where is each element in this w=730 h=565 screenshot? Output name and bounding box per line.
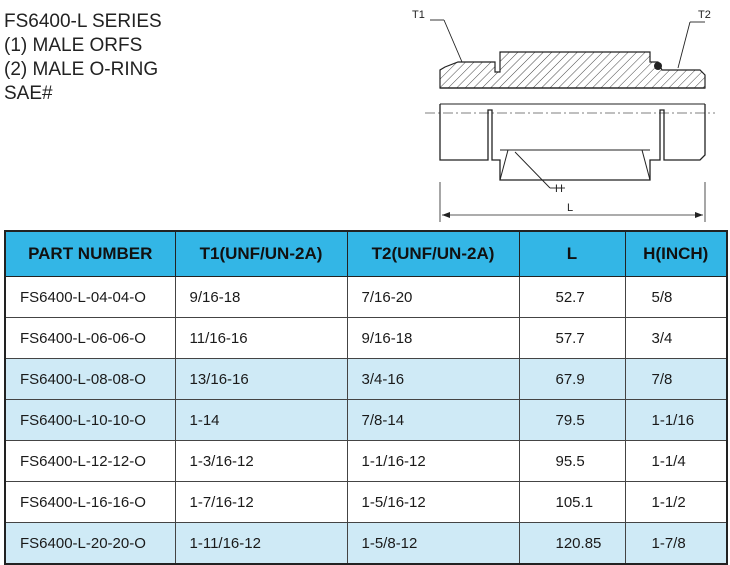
h-label: H — [555, 183, 563, 195]
part-number-cell: FS6400-L-06-06-O — [5, 318, 175, 359]
t2-cell: 1-5/8-12 — [347, 523, 519, 565]
h-cell: 7/8 — [625, 359, 727, 400]
part-number-cell: FS6400-L-04-04-O — [5, 277, 175, 318]
specification-table — [4, 230, 728, 565]
t1-cell: 1-11/16-12 — [175, 523, 347, 565]
h-cell: 3/4 — [625, 318, 727, 359]
l-cell: 95.5 — [519, 441, 625, 482]
t1-cell: 1-14 — [175, 400, 347, 441]
t2-label: T2 — [698, 9, 711, 21]
h-cell: 1-1/4 — [625, 441, 727, 482]
series-title: FS6400-L SERIES — [4, 11, 162, 32]
end-2-description: (2) MALE O-RING — [4, 59, 159, 80]
part-number-cell: FS6400-L-08-08-O — [5, 359, 175, 400]
part-number-cell: FS6400-L-12-12-O — [5, 441, 175, 482]
table-row — [5, 277, 727, 318]
h-cell: 1-1/16 — [625, 400, 727, 441]
sae-label: SAE# — [4, 83, 53, 104]
lower-body-outline — [440, 104, 705, 180]
part-number-cell: FS6400-L-16-16-O — [5, 482, 175, 523]
t2-cell: 1-5/16-12 — [347, 482, 519, 523]
header-h: H(INCH) — [625, 231, 727, 277]
table-row — [5, 359, 727, 400]
t2-cell: 7/8-14 — [347, 400, 519, 441]
h-cell: 1-1/2 — [625, 482, 727, 523]
upper-wall-section — [440, 52, 705, 88]
series-title-block — [4, 10, 162, 106]
table-row — [5, 441, 727, 482]
h-cell: 1-7/8 — [625, 523, 727, 565]
part-number-cell: FS6400-L-20-20-O — [5, 523, 175, 565]
header-t1: T1(UNF/UN-2A) — [175, 231, 347, 277]
l-cell: 120.85 — [519, 523, 625, 565]
fitting-cross-section-drawing — [400, 0, 730, 230]
t2-cell: 1-1/16-12 — [347, 441, 519, 482]
t1-cell: 9/16-18 — [175, 277, 347, 318]
header-l: L — [519, 231, 625, 277]
table-row — [5, 523, 727, 565]
t2-cell: 7/16-20 — [347, 277, 519, 318]
t2-cell: 9/16-18 — [347, 318, 519, 359]
table-row — [5, 318, 727, 359]
l-cell: 67.9 — [519, 359, 625, 400]
header-part-number: PART NUMBER — [5, 231, 175, 277]
l-cell: 52.7 — [519, 277, 625, 318]
t1-cell: 11/16-16 — [175, 318, 347, 359]
h-cell: 5/8 — [625, 277, 727, 318]
t2-cell: 3/4-16 — [347, 359, 519, 400]
table-row — [5, 482, 727, 523]
table-header-row — [5, 231, 727, 277]
end-1-description: (1) MALE ORFS — [4, 35, 143, 56]
l-label: L — [567, 202, 574, 214]
t1-cell: 1-7/16-12 — [175, 482, 347, 523]
l-cell: 57.7 — [519, 318, 625, 359]
header-t2: T2(UNF/UN-2A) — [347, 231, 519, 277]
o-ring — [654, 62, 662, 70]
l-cell: 105.1 — [519, 482, 625, 523]
l-cell: 79.5 — [519, 400, 625, 441]
t1-cell: 13/16-16 — [175, 359, 347, 400]
t1-label: T1 — [412, 9, 425, 21]
part-number-cell: FS6400-L-10-10-O — [5, 400, 175, 441]
t1-cell: 1-3/16-12 — [175, 441, 347, 482]
table-row — [5, 400, 727, 441]
